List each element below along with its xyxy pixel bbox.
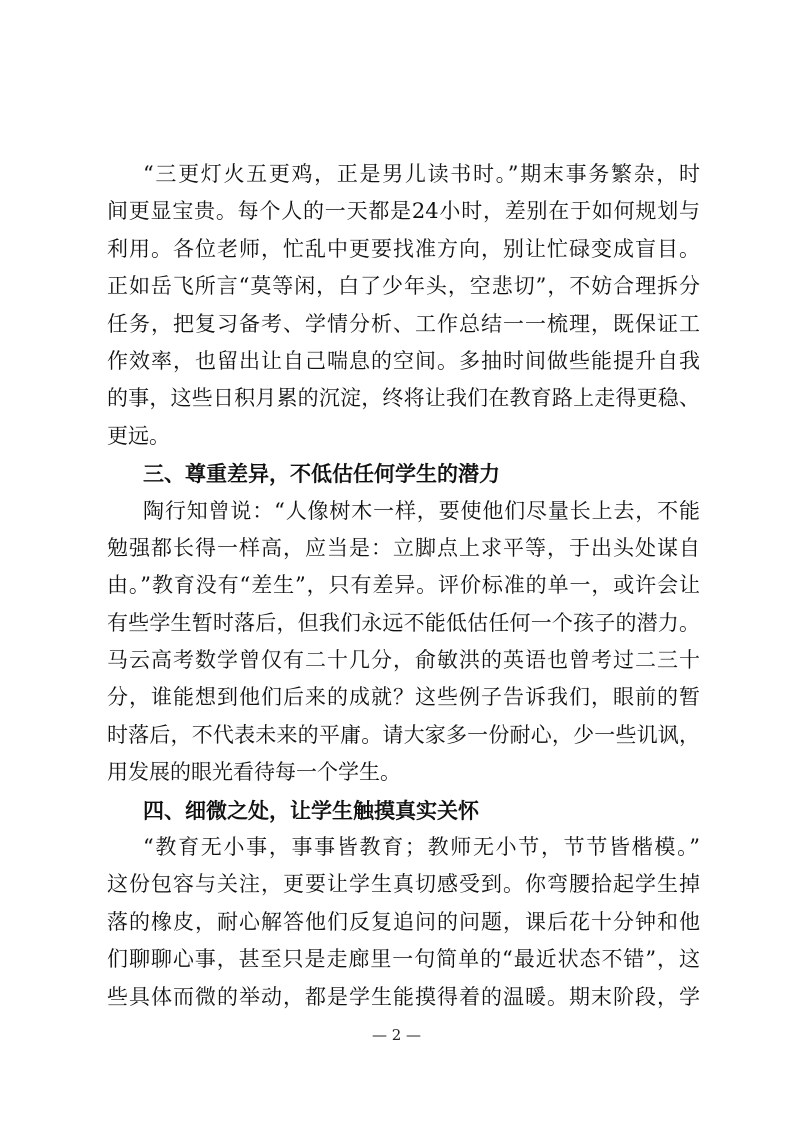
text-line: 勉强都长得一样高，应当是：立脚点上求平等，于出头处谋自 [107,535,700,560]
text-line: 四、细微之处，让学生触摸真实关怀 [143,797,479,823]
text-line: 些具体而微的举动，都是学生能摸得着的温暖。期末阶段，学 [107,984,700,1009]
text-line: 分，谁能想到他们后来的成就？这些例子告诉我们，眼前的暂 [107,685,700,710]
paragraph [107,156,700,455]
page-number: — 2 — [371,1026,422,1044]
text-line: 时落后，不代表未来的平庸。请大家多一份耐心，少一些讥讽， [107,722,700,747]
text-line: 们聊聊心事，甚至只是走廊里一句简单的“最近状态不错”，这 [107,947,700,972]
text-line: 有些学生暂时落后，但我们永远不能低估任何一个孩子的潜力。 [107,610,700,635]
text-line: 更远。 [107,423,170,448]
text-line: 任务，把复习备考、学情分析、工作总结一一梳理，既保证工 [107,311,700,336]
document-body [107,156,700,1016]
text-line: 马云高考数学曾仅有二十几分，俞敏洪的英语也曾考过二三十 [107,648,700,673]
section-heading [107,792,700,829]
text-line: 这份包容与关注，更要让学生真切感受到。你弯腰拾起学生掉 [107,872,700,897]
text-line: 落的橡皮，耐心解答他们反复追问的问题，课后花十分钟和他 [107,909,700,934]
paragraph [107,829,700,1016]
text-line: 利用。各位老师，忙乱中更要找准方向，别让忙碌变成盲目。 [107,236,700,261]
text-line: 作效率，也留出让自己喘息的空间。多抽时间做些能提升自我 [107,348,700,373]
text-line: 三、尊重差异，不低估任何学生的潜力 [143,461,500,487]
text-line: 正如岳飞所言“莫等闲，白了少年头，空悲切”，不妨合理拆分 [107,274,700,299]
text-line: “教育无小事，事事皆教育；教师无小节，节节皆楷模。” [143,835,700,860]
paragraph [107,493,700,792]
text-line: “三更灯火五更鸡，正是男儿读书时。”期末事务繁杂，时 [143,162,700,186]
section-heading [107,455,700,492]
text-line: 的事，这些日积月累的沉淀，终将让我们在教育路上走得更稳、 [107,386,700,411]
text-line: 用发展的眼光看待每一个学生。 [107,760,401,785]
text-line: 陶行知曾说：“人像树木一样，要使他们尽量长上去，不能 [143,498,700,523]
text-line: 间更显宝贵。每个人的一天都是24小时，差别在于如何规划与 [107,199,700,224]
text-line: 由。”教育没有“差生”，只有差异。评价标准的单一，或许会让 [107,573,700,598]
